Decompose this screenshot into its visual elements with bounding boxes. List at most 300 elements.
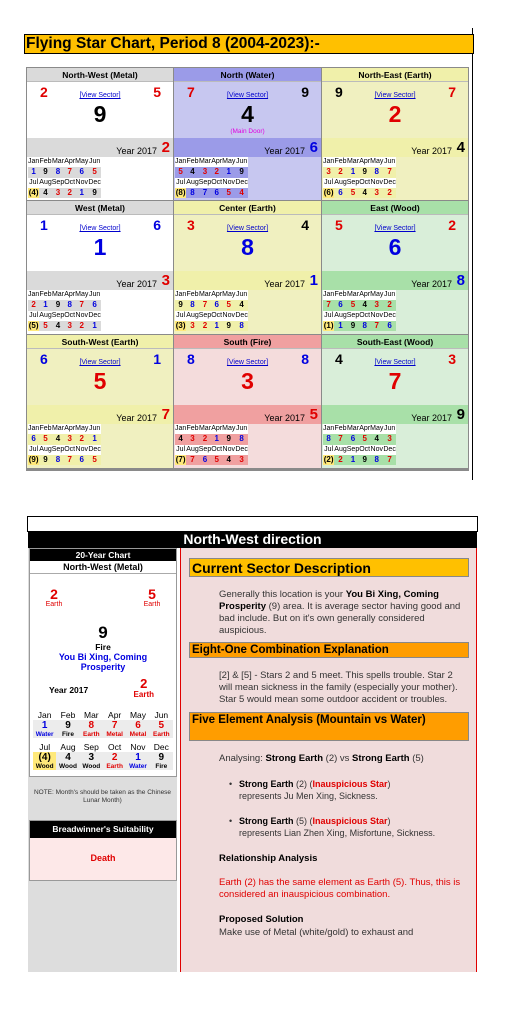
view-sector-link[interactable]: [View Sector] [226,225,269,232]
month-star: 8 [323,434,334,444]
month-label: Jul [39,742,51,752]
month-star: 1 [347,455,359,465]
sector-cell [174,201,321,334]
year-label: Year 2017 [116,146,157,156]
month-element: Earth [103,763,126,770]
view-sector-link[interactable]: [View Sector] [79,92,121,99]
view-sector-link[interactable]: [View Sector] [226,359,269,366]
month-label: Apr [211,424,222,434]
b2-tag: Inauspicious Star [312,816,388,826]
b2-desc: represents Lian Zhen Xing, Misfortune, Sickness. [239,828,436,838]
month-label: Jun [383,424,395,434]
year-label: Year 2017 [411,279,452,289]
sector-cell [27,68,173,200]
month-element: Wood [56,763,79,770]
month-table [323,424,396,465]
period-star: 4 [241,101,254,127]
analysis-panel [180,548,477,972]
analysing-mountain: Strong Earth [265,753,324,764]
mountain-star: 1 [40,217,48,233]
sector-cell [322,68,468,200]
month-label: Mar [199,424,211,434]
month-star: 4 [235,188,247,198]
month-label: Jul [323,445,334,455]
month-star: 3 [370,188,383,198]
combination-heading: Eight-One Combination Explanation [189,642,469,658]
period-element: Fire [95,642,111,652]
month-star: 1 [334,321,346,331]
month-star: 6 [75,455,88,465]
month-table [175,424,248,465]
month-label: May [370,157,383,167]
month-star: 3 [64,321,75,331]
combination-text: [2] & [5] - Stars 2 and 5 meet. This spells trouble. Star 2 will mean sickness in the family (especially your mother). Star 5 would mean some outdoor accident or troubles. [219,670,458,705]
month-star: 7 [334,434,346,444]
breadwinner-heading: Breadwinner's Suitability [30,821,176,838]
month-star: 8 [186,300,198,310]
period-star: 3 [241,368,254,394]
month-label: Jul [323,178,334,188]
month-label: Jul [28,445,39,455]
year-label: Year 2017 [411,413,452,423]
period-star: 8 [241,234,254,260]
month-star: 2 [75,434,88,444]
month-label: Aug [186,178,198,188]
month-label: Feb [39,424,51,434]
month-label: Nov [75,445,88,455]
month-element: Metal [103,731,126,738]
month-label: Jul [175,445,186,455]
month-star: 7 [75,300,88,310]
month-label: Dec [383,445,395,455]
cs-text-1: Generally this location is your [219,589,346,600]
month-star: 5 [347,188,359,198]
month-star: 4 [235,300,247,310]
month-label: Jan [28,157,39,167]
view-sector-link[interactable]: [View Sector] [79,225,121,232]
month-star: 4 [56,752,79,763]
month-label: Sep [347,445,359,455]
month-star: 9 [359,455,370,465]
year-star: 7 [161,406,170,423]
view-sector-link[interactable]: [View Sector] [374,359,416,366]
month-label: May [129,710,146,720]
relationship-text: Earth (2) has the same element as Earth (5). Thus, this is considered an inauspicious combination. [219,877,461,900]
month-label: Jun [88,424,100,434]
month-star: 6 [199,455,211,465]
month-label: Jan [175,424,186,434]
month-star: 3 [52,188,64,198]
month-label: Nov [370,311,383,321]
month-star: 1 [75,188,88,198]
sector-name: North (Water) [174,68,321,82]
month-star: 6 [126,720,149,731]
month-label: Oct [359,311,370,321]
month-star: 6 [88,300,100,310]
month-label: Oct [64,178,75,188]
twenty-year-chart-box [29,548,177,777]
month-star: (1) [323,321,334,331]
month-star: 2 [64,188,75,198]
month-label: Aug [60,742,76,752]
month-star: 4 [222,455,235,465]
month-label: Dec [88,445,100,455]
month-label: Sep [83,742,99,752]
month-label: Aug [39,178,51,188]
water-star: 6 [153,217,161,233]
lower-top-border [28,516,478,532]
month-label: Jul [28,178,39,188]
month-label: Jul [323,311,334,321]
month-label: Jun [235,157,247,167]
sector-cell [322,201,468,334]
month-star: 5 [211,455,222,465]
current-sector-text [219,589,464,637]
month-star: (3) [175,321,186,331]
month-star: 9 [222,321,235,331]
month-label: Nov [370,445,383,455]
month-label: Jun [88,290,100,300]
month-label: Mar [52,424,64,434]
month-star: 6 [383,321,395,331]
month-star: 1 [88,321,100,331]
sector-cell [27,201,173,334]
month-star: 8 [80,720,103,731]
flying-star-grid [26,67,469,471]
month-label: Oct [359,445,370,455]
month-star: 9 [39,455,51,465]
month-table [175,157,248,198]
month-label: Mar [84,710,99,720]
month-star: 9 [347,321,359,331]
twenty-year-sector: North-West (Metal) [30,561,176,574]
month-star: 7 [186,455,198,465]
sector-name: North-West (Metal) [27,68,173,82]
month-star: 1 [126,752,149,763]
month-label: Nov [222,311,235,321]
month-label: Jan [323,424,334,434]
month-star: 3 [199,167,211,177]
month-label: Nov [222,178,235,188]
water-star: 2 [448,217,456,233]
month-star: 7 [199,188,211,198]
month-star: (9) [28,455,39,465]
month-label: Jun [235,424,247,434]
month-element: Fire [150,763,173,770]
year-row [174,271,321,290]
month-star: 4 [175,434,186,444]
month-label: Apr [108,710,122,720]
bullet-water: • Strong Earth (5) (Inauspicious Star) represents Lian Zhen Xing, Misfortune, Sickness. [229,816,436,838]
month-star: 6 [334,300,346,310]
proposed-solution-heading: Proposed Solution [219,914,304,925]
view-sector-link[interactable]: [View Sector] [226,92,269,99]
month-star: 1 [222,167,235,177]
month-star: 7 [370,321,383,331]
month-label: Feb [60,710,76,720]
month-label: Jul [28,311,39,321]
year-row [174,138,321,157]
month-label: Jan [175,290,186,300]
analysing-vs: (2) vs [323,753,353,764]
breadwinner-suitability-box [29,820,177,881]
month-label: May [222,424,235,434]
water-star: 9 [301,84,309,100]
month-label: Dec [235,178,247,188]
sector-cell [174,68,321,200]
month-star: 9 [52,300,64,310]
month-star: (7) [175,455,186,465]
month-label: Mar [347,157,359,167]
month-star: (8) [175,188,186,198]
month-star: 5 [347,300,359,310]
month-star: 2 [75,321,88,331]
month-star: 5 [359,434,370,444]
month-star: 4 [359,188,370,198]
sector-name: North-East (Earth) [322,68,468,82]
b2-close: ) [387,816,391,826]
year-label: Year 2017 [264,279,305,289]
water-star: 1 [153,351,161,367]
month-label: Jan [37,710,52,720]
month-label: May [222,290,235,300]
month-star: (6) [323,188,334,198]
month-label: Aug [186,445,198,455]
month-star: 9 [175,300,186,310]
month-star: 4 [52,434,64,444]
b1-num: (2) ( [293,779,313,789]
view-sector-link[interactable]: [View Sector] [374,225,416,232]
analysing-text [219,753,464,765]
month-label: Dec [383,178,395,188]
mountain-star: 7 [187,84,195,100]
month-label: Jun [383,290,395,300]
month-label: Feb [39,157,51,167]
month-label: Mar [347,424,359,434]
water-star: 3 [448,351,456,367]
month-label: Jun [154,710,169,720]
month-label: Apr [64,157,75,167]
month-star: 9 [56,720,79,731]
b1-close: ) [387,779,391,789]
month-label: Aug [39,311,51,321]
year-star: 4 [456,139,465,156]
month-star: 1 [88,434,100,444]
month-star: 7 [383,167,395,177]
month-label: Apr [359,157,370,167]
month-star: 4 [359,300,370,310]
month-star: 7 [323,300,334,310]
twenty-year-heading: 20-Year Chart [30,549,176,561]
month-star: 2 [199,434,211,444]
year-row [27,405,173,424]
month-label: Jul [175,311,186,321]
month-star: 5 [88,455,100,465]
month-label: Feb [186,157,198,167]
water-star: 8 [301,351,309,367]
month-label: Apr [211,157,222,167]
year-star: 2 [161,139,170,156]
year-label: Year 2017 [116,413,157,423]
month-star: 5 [222,188,235,198]
month-star: (2) [323,455,334,465]
month-label: Oct [64,445,75,455]
sector-cell [322,335,468,468]
month-star: 3 [64,434,75,444]
month-label: Aug [186,311,198,321]
month-label: May [222,157,235,167]
month-star: 2 [334,455,346,465]
month-star: 5 [39,434,51,444]
month-star: 5 [222,300,235,310]
sector-name: Center (Earth) [174,201,321,215]
five-element-heading: Five Element Analysis (Mountain vs Water) [189,712,469,741]
year-star: 1 [309,272,318,289]
month-label: Mar [199,290,211,300]
month-star: 1 [33,720,56,731]
month-label: Oct [108,742,122,752]
month-table [175,290,248,331]
month-element: Wood [80,763,103,770]
month-label: Sep [347,311,359,321]
month-star: 3 [186,321,198,331]
year-label: Year 2017 [49,685,89,695]
month-star: 4 [39,188,51,198]
month-element: Water [126,763,149,770]
b1-tag: Inauspicious Star [312,779,388,789]
year-row [322,271,468,290]
month-star: 9 [150,752,173,763]
month-star: 2 [103,752,126,763]
month-star: 9 [222,434,235,444]
month-label: Apr [211,290,222,300]
month-element: Fire [56,731,79,738]
month-element: Water [33,731,56,738]
month-star: 6 [347,434,359,444]
mountain-star: 2 [50,586,58,602]
month-element: Earth [80,731,103,738]
b2-name: Strong Earth [239,816,294,826]
month-star: 4 [186,167,198,177]
month-star: 8 [186,188,198,198]
year-star: 9 [456,406,465,423]
month-star: 7 [383,455,395,465]
year-label: Year 2017 [411,146,452,156]
mountain-element: Earth [45,601,63,608]
month-star: 4 [370,434,383,444]
month-star: 8 [359,321,370,331]
month-star: 8 [235,321,247,331]
month-star: 7 [103,720,126,731]
sector-cell [27,335,173,468]
month-label: Jan [175,157,186,167]
month-label: Mar [52,290,64,300]
month-label: Sep [347,178,359,188]
month-star: 8 [235,434,247,444]
month-star: (4) [28,188,39,198]
b2-num: (5) ( [293,816,313,826]
month-label: Feb [186,290,198,300]
year-row [27,138,173,157]
month-element: Metal [126,731,149,738]
month-star: 3 [383,434,395,444]
month-label: Aug [334,178,346,188]
month-star: 1 [211,321,222,331]
month-star: (5) [28,321,39,331]
period-star: 5 [93,368,107,394]
month-label: Dec [153,742,169,752]
month-star: 6 [211,300,222,310]
period-star: 6 [388,234,402,260]
bullet-mountain: • Strong Earth (2) (Inauspicious Star) represents Ju Men Xing, Sickness. [229,779,391,801]
month-label: Sep [52,178,64,188]
year-row [27,271,173,290]
month-label: Sep [199,445,211,455]
lunar-month-note: NOTE: Month's should be taken as the Chinese Lunar Month) [33,789,172,804]
period-star: 1 [93,234,107,260]
month-label: Jan [323,290,334,300]
sector-cell [174,335,321,468]
year-label: Year 2017 [264,146,305,156]
month-star: 8 [370,455,383,465]
month-label: May [370,290,383,300]
chart-title: Flying Star Chart, Period 8 (2004-2023):- [24,34,474,54]
month-element: Earth [150,731,173,738]
b1-name: Strong Earth [239,779,294,789]
month-label: Nov [222,445,235,455]
view-sector-link[interactable]: [View Sector] [374,92,416,99]
year-label: Year 2017 [116,279,157,289]
month-star: 3 [80,752,103,763]
month-star: 9 [235,167,247,177]
month-star: 5 [150,720,173,731]
month-table [28,290,101,331]
month-label: Nov [75,311,88,321]
month-star: 9 [359,167,370,177]
month-star: 2 [28,300,39,310]
month-label: Dec [383,311,395,321]
month-star: 2 [383,188,395,198]
month-star: (4) [33,752,56,763]
month-label: Mar [199,157,211,167]
month-label: Oct [359,178,370,188]
analysing-water-num: (5) [409,753,424,764]
water-star: 5 [148,586,156,602]
month-label: Dec [88,311,100,321]
month-label: Mar [52,157,64,167]
month-star: 2 [199,321,211,331]
mountain-star: 4 [335,351,343,367]
year-star: 6 [309,139,318,156]
month-star: 5 [88,167,100,177]
year-row [174,405,321,424]
year-star: 8 [456,272,465,289]
month-label: Feb [334,424,346,434]
period-star: 9 [98,623,108,642]
view-sector-link[interactable]: [View Sector] [79,359,121,366]
water-star: 5 [153,84,161,100]
month-star: 6 [334,188,346,198]
month-table [323,290,396,331]
sector-name: South (Fire) [174,335,321,349]
mountain-star: 9 [335,84,343,100]
mountain-star: 8 [187,351,195,367]
month-label: Aug [334,311,346,321]
analysing-water: Strong Earth [352,753,410,764]
month-label: Oct [211,445,222,455]
month-star: 7 [64,455,75,465]
month-label: Sep [199,178,211,188]
